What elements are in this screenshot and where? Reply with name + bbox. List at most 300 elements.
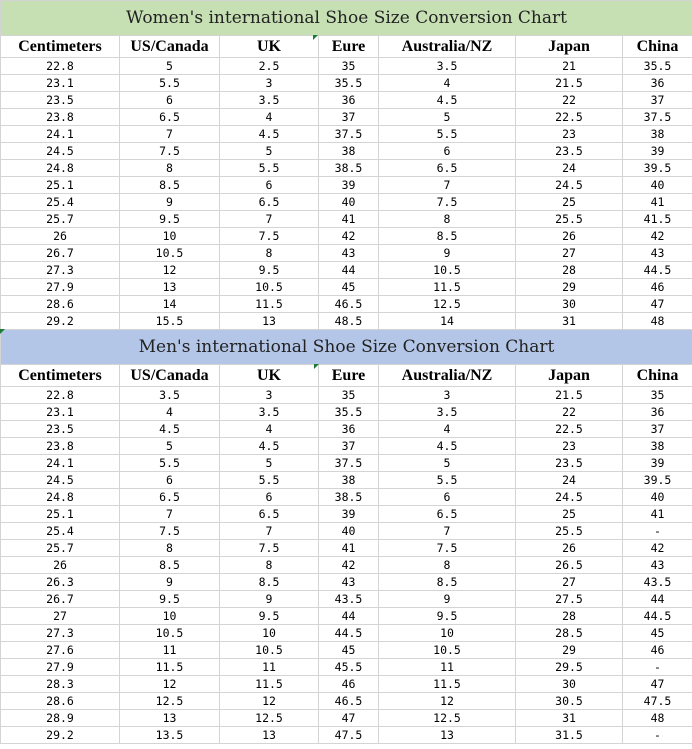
men-table-cell[interactable]: 9.5: [120, 591, 220, 608]
men-table-cell[interactable]: 24: [516, 472, 623, 489]
women-table-cell[interactable]: 27: [516, 245, 623, 262]
men-table-cell[interactable]: 7.5: [120, 523, 220, 540]
women-table-cell[interactable]: 37: [319, 109, 379, 126]
men-table-cell[interactable]: 11: [220, 659, 319, 676]
women-table-cell[interactable]: 25.7: [1, 211, 120, 228]
women-table-cell[interactable]: 30: [516, 296, 623, 313]
women-table-cell[interactable]: 25.5: [516, 211, 623, 228]
men-header-cell[interactable]: Australia/NZ: [379, 365, 516, 387]
men-table-row: [1, 727, 692, 744]
women-table-cell[interactable]: 38.5: [319, 160, 379, 177]
men-table-cell[interactable]: 5: [379, 455, 516, 472]
men-table-cell[interactable]: 7.5: [220, 540, 319, 557]
women-table-cell[interactable]: 10: [120, 228, 220, 245]
men-table-cell[interactable]: 7: [379, 523, 516, 540]
men-table-cell[interactable]: 31.5: [516, 727, 623, 744]
women-table-cell[interactable]: 36: [623, 75, 692, 92]
men-table-cell[interactable]: 48: [623, 710, 692, 727]
men-table-cell[interactable]: 11.5: [120, 659, 220, 676]
women-table-cell[interactable]: 47: [623, 296, 692, 313]
women-table-cell[interactable]: 24.5: [516, 177, 623, 194]
men-table-cell[interactable]: 13: [379, 727, 516, 744]
men-table-cell[interactable]: -: [623, 727, 692, 744]
men-table-row: [1, 387, 692, 404]
men-table-cell[interactable]: 43: [319, 574, 379, 591]
women-table-cell[interactable]: 27.9: [1, 279, 120, 296]
men-table-cell[interactable]: 27: [1, 608, 120, 625]
women-table-cell[interactable]: 3: [220, 75, 319, 92]
women-header-cell[interactable]: China: [623, 36, 692, 58]
women-table-cell[interactable]: 5.5: [220, 160, 319, 177]
men-table-cell[interactable]: 36: [319, 421, 379, 438]
women-table-cell[interactable]: 4.5: [379, 92, 516, 109]
men-table-row: [1, 693, 692, 710]
women-table-cell[interactable]: 21.5: [516, 75, 623, 92]
men-table-cell[interactable]: 13.5: [120, 727, 220, 744]
men-table-cell[interactable]: 4: [220, 421, 319, 438]
men-table-cell[interactable]: 37.5: [319, 455, 379, 472]
men-table-cell[interactable]: 41: [319, 540, 379, 557]
women-table-cell[interactable]: 25: [516, 194, 623, 211]
women-table-cell[interactable]: 6: [220, 177, 319, 194]
men-table-cell[interactable]: 12.5: [120, 693, 220, 710]
women-table-cell[interactable]: 14: [120, 296, 220, 313]
men-table-cell[interactable]: -: [623, 659, 692, 676]
men-table-cell[interactable]: 3.5: [220, 404, 319, 421]
women-table-cell[interactable]: 8: [120, 160, 220, 177]
women-table-row: [1, 177, 692, 194]
women-table-cell[interactable]: 46.5: [319, 296, 379, 313]
women-header-cell[interactable]: Japan: [516, 36, 623, 58]
men-table-cell[interactable]: 38: [319, 472, 379, 489]
men-table-cell[interactable]: 22.8: [1, 387, 120, 404]
women-table-cell[interactable]: 42: [319, 228, 379, 245]
men-table-cell[interactable]: 46.5: [319, 693, 379, 710]
women-table-cell[interactable]: 22.8: [1, 58, 120, 75]
men-table-cell[interactable]: 39.5: [623, 472, 692, 489]
men-table-cell[interactable]: 10.5: [379, 642, 516, 659]
women-table-cell[interactable]: 7: [220, 211, 319, 228]
men-table-cell[interactable]: 4: [379, 421, 516, 438]
women-table-cell[interactable]: 26: [1, 228, 120, 245]
men-table-cell[interactable]: 9: [379, 591, 516, 608]
men-table-cell[interactable]: 4.5: [379, 438, 516, 455]
women-table-cell[interactable]: 22: [516, 92, 623, 109]
men-table-cell[interactable]: 5.5: [379, 472, 516, 489]
men-table-cell[interactable]: 45: [623, 625, 692, 642]
men-header-cell[interactable]: US/Canada: [120, 365, 220, 387]
women-table-cell[interactable]: 5.5: [120, 75, 220, 92]
men-table-cell[interactable]: 26.7: [1, 591, 120, 608]
men-header-cell[interactable]: Japan: [516, 365, 623, 387]
men-table-cell[interactable]: 3: [220, 387, 319, 404]
men-header-cell[interactable]: Eure: [319, 365, 379, 387]
women-table-cell[interactable]: 36: [319, 92, 379, 109]
men-table-cell[interactable]: 28.3: [1, 676, 120, 693]
women-table-cell[interactable]: 28.6: [1, 296, 120, 313]
women-table-cell[interactable]: 25.4: [1, 194, 120, 211]
men-table-cell[interactable]: 46: [623, 642, 692, 659]
women-table-cell[interactable]: 35: [319, 58, 379, 75]
men-table-cell[interactable]: 24.1: [1, 455, 120, 472]
men-table-cell[interactable]: 12: [379, 693, 516, 710]
men-table-cell[interactable]: 13: [220, 727, 319, 744]
men-table-cell[interactable]: 29.5: [516, 659, 623, 676]
men-table-cell[interactable]: 30: [516, 676, 623, 693]
men-header-cell[interactable]: Centimeters: [1, 365, 120, 387]
men-table-cell[interactable]: 5.5: [220, 472, 319, 489]
men-table-cell[interactable]: 10.5: [220, 642, 319, 659]
men-table-cell[interactable]: 41: [623, 506, 692, 523]
women-table-cell[interactable]: 24.5: [1, 143, 120, 160]
women-table-cell[interactable]: 10.5: [379, 262, 516, 279]
women-table-cell[interactable]: 24.1: [1, 126, 120, 143]
men-table-cell[interactable]: 3: [379, 387, 516, 404]
women-table-cell[interactable]: 9: [120, 194, 220, 211]
men-section: [1, 330, 692, 744]
men-table-cell[interactable]: 31: [516, 710, 623, 727]
women-table-cell[interactable]: 7.5: [379, 194, 516, 211]
women-table-cell[interactable]: 10.5: [120, 245, 220, 262]
women-table-cell[interactable]: 11.5: [379, 279, 516, 296]
women-table-row: [1, 58, 692, 75]
men-table-cell[interactable]: 11.5: [220, 676, 319, 693]
women-table-cell[interactable]: 29.2: [1, 313, 120, 330]
men-table-row: [1, 625, 692, 642]
men-table-cell[interactable]: 27: [516, 574, 623, 591]
women-table-row: [1, 143, 692, 160]
men-table-cell[interactable]: 23.8: [1, 438, 120, 455]
women-table-cell[interactable]: 48.5: [319, 313, 379, 330]
men-table-cell[interactable]: 22: [516, 404, 623, 421]
women-table-row: [1, 126, 692, 143]
women-table-cell[interactable]: 9.5: [220, 262, 319, 279]
women-table-cell[interactable]: 43: [623, 245, 692, 262]
men-table-row: [1, 404, 692, 421]
men-table-cell[interactable]: 11: [120, 642, 220, 659]
men-table-cell[interactable]: 28.9: [1, 710, 120, 727]
women-table-cell[interactable]: 35.5: [623, 58, 692, 75]
men-table-row: [1, 523, 692, 540]
women-table-cell[interactable]: 23.1: [1, 75, 120, 92]
women-table-row: [1, 92, 692, 109]
women-header-cell[interactable]: Australia/NZ: [379, 36, 516, 58]
women-table-cell[interactable]: 6.5: [120, 109, 220, 126]
men-table-cell[interactable]: 47: [319, 710, 379, 727]
women-table-cell[interactable]: 8.5: [379, 228, 516, 245]
men-table-cell[interactable]: 6.5: [120, 489, 220, 506]
women-table-cell[interactable]: 37.5: [319, 126, 379, 143]
men-table-cell[interactable]: 5: [220, 455, 319, 472]
men-table-cell[interactable]: 10: [379, 625, 516, 642]
men-table-cell[interactable]: 38: [623, 438, 692, 455]
men-table-cell[interactable]: 25.1: [1, 506, 120, 523]
men-table-cell[interactable]: 3.5: [379, 404, 516, 421]
men-table-cell[interactable]: 8.5: [120, 557, 220, 574]
women-table-cell[interactable]: 41: [623, 194, 692, 211]
women-table-cell[interactable]: 12.5: [379, 296, 516, 313]
men-table-row: [1, 574, 692, 591]
women-table-cell[interactable]: 2.5: [220, 58, 319, 75]
men-table-cell[interactable]: 44: [319, 608, 379, 625]
women-table-cell[interactable]: 48: [623, 313, 692, 330]
men-table-row: [1, 489, 692, 506]
men-table-cell[interactable]: 26.5: [516, 557, 623, 574]
men-header-cell[interactable]: UK: [220, 365, 319, 387]
women-table-cell[interactable]: 24: [516, 160, 623, 177]
women-table-cell[interactable]: 9: [379, 245, 516, 262]
women-table-cell[interactable]: 7.5: [120, 143, 220, 160]
women-table-cell[interactable]: 5: [379, 109, 516, 126]
women-table-row: [1, 160, 692, 177]
women-table-cell[interactable]: 42: [623, 228, 692, 245]
women-table-cell[interactable]: 8.5: [120, 177, 220, 194]
women-table-cell[interactable]: 5.5: [379, 126, 516, 143]
women-table-cell[interactable]: 37.5: [623, 109, 692, 126]
men-table-cell[interactable]: 4.5: [220, 438, 319, 455]
women-table-cell[interactable]: 14: [379, 313, 516, 330]
women-table-cell[interactable]: 26.7: [1, 245, 120, 262]
women-table-cell[interactable]: 39: [623, 143, 692, 160]
men-table-cell[interactable]: 23.5: [516, 455, 623, 472]
men-table-cell[interactable]: 29.2: [1, 727, 120, 744]
men-table-cell[interactable]: 43.5: [623, 574, 692, 591]
women-table-cell[interactable]: 4: [220, 109, 319, 126]
men-table-cell[interactable]: 27.6: [1, 642, 120, 659]
men-table-cell[interactable]: 37: [623, 421, 692, 438]
men-table-cell[interactable]: 9: [120, 574, 220, 591]
men-table-cell[interactable]: 47.5: [623, 693, 692, 710]
men-table-cell[interactable]: 10: [120, 608, 220, 625]
men-table-cell[interactable]: 12: [120, 676, 220, 693]
men-table-cell[interactable]: 6: [379, 489, 516, 506]
women-table-cell[interactable]: 22.5: [516, 109, 623, 126]
women-table-cell[interactable]: 31: [516, 313, 623, 330]
women-table-cell[interactable]: 7: [379, 177, 516, 194]
men-table-cell[interactable]: 35: [623, 387, 692, 404]
women-table-cell[interactable]: 6.5: [379, 160, 516, 177]
women-table-cell[interactable]: 35.5: [319, 75, 379, 92]
men-table-cell[interactable]: 43: [623, 557, 692, 574]
women-table-cell[interactable]: 43: [319, 245, 379, 262]
women-table-cell[interactable]: 41.5: [623, 211, 692, 228]
men-table-row: [1, 455, 692, 472]
men-table-cell[interactable]: 38.5: [319, 489, 379, 506]
men-table-cell[interactable]: 37: [319, 438, 379, 455]
men-table-cell[interactable]: 24.5: [516, 489, 623, 506]
women-table-cell[interactable]: 40: [623, 177, 692, 194]
men-table-cell[interactable]: 44.5: [623, 608, 692, 625]
women-table-cell[interactable]: 38: [319, 143, 379, 160]
men-table-row: [1, 438, 692, 455]
men-table-row: [1, 608, 692, 625]
women-table-cell[interactable]: 6.5: [220, 194, 319, 211]
men-table-cell[interactable]: 13: [120, 710, 220, 727]
men-table-cell[interactable]: 6.5: [379, 506, 516, 523]
men-table-cell[interactable]: 46: [319, 676, 379, 693]
men-table-cell[interactable]: 8.5: [379, 574, 516, 591]
women-table-cell[interactable]: 7: [120, 126, 220, 143]
men-table-cell[interactable]: 26: [1, 557, 120, 574]
women-table-cell[interactable]: 29: [516, 279, 623, 296]
men-table-cell[interactable]: 12: [220, 693, 319, 710]
women-table-cell[interactable]: 23: [516, 126, 623, 143]
men-table-cell[interactable]: 25: [516, 506, 623, 523]
men-table-cell[interactable]: 23.1: [1, 404, 120, 421]
men-table-cell[interactable]: 12.5: [220, 710, 319, 727]
men-table-cell[interactable]: 5: [120, 438, 220, 455]
women-header-row: [1, 36, 692, 58]
men-table-cell[interactable]: 21.5: [516, 387, 623, 404]
men-table-cell[interactable]: 8: [379, 557, 516, 574]
men-table-cell[interactable]: 28.6: [1, 693, 120, 710]
women-table-cell[interactable]: 21: [516, 58, 623, 75]
women-table-cell[interactable]: 7.5: [220, 228, 319, 245]
men-table-cell[interactable]: 26: [516, 540, 623, 557]
men-table-cell[interactable]: 35.5: [319, 404, 379, 421]
women-table-cell[interactable]: 3.5: [379, 58, 516, 75]
women-table-cell[interactable]: 27.3: [1, 262, 120, 279]
women-table-cell[interactable]: 39: [319, 177, 379, 194]
men-table-cell[interactable]: 40: [319, 523, 379, 540]
men-table-cell[interactable]: 44.5: [319, 625, 379, 642]
women-table-cell[interactable]: 5: [220, 143, 319, 160]
men-table-cell[interactable]: 6: [120, 472, 220, 489]
men-table-cell[interactable]: 25.7: [1, 540, 120, 557]
women-table-cell[interactable]: 4.5: [220, 126, 319, 143]
men-table-cell[interactable]: 29: [516, 642, 623, 659]
women-chart-title[interactable]: Women's international Shoe Size Conversion Chart: [1, 1, 692, 36]
women-header-cell[interactable]: Centimeters: [1, 36, 120, 58]
men-table-cell[interactable]: 24.5: [1, 472, 120, 489]
women-table-cell[interactable]: 9.5: [120, 211, 220, 228]
men-table-cell[interactable]: 39: [623, 455, 692, 472]
women-table-cell[interactable]: 13: [120, 279, 220, 296]
men-table-row: [1, 472, 692, 489]
men-table-cell[interactable]: 24.8: [1, 489, 120, 506]
men-table-cell[interactable]: 9.5: [379, 608, 516, 625]
women-table-cell[interactable]: 45: [319, 279, 379, 296]
men-table-cell[interactable]: 23: [516, 438, 623, 455]
men-table-cell[interactable]: 4.5: [120, 421, 220, 438]
men-table-cell[interactable]: 7: [120, 506, 220, 523]
men-table-cell[interactable]: 6.5: [220, 506, 319, 523]
women-table-cell[interactable]: 46: [623, 279, 692, 296]
men-table-cell[interactable]: 39: [319, 506, 379, 523]
women-table-cell[interactable]: 5: [120, 58, 220, 75]
men-table-cell[interactable]: 10: [220, 625, 319, 642]
men-table-cell[interactable]: 11: [379, 659, 516, 676]
men-table-cell[interactable]: 27.5: [516, 591, 623, 608]
women-table-cell[interactable]: 40: [319, 194, 379, 211]
women-table-cell[interactable]: 37: [623, 92, 692, 109]
men-table-cell[interactable]: 22.5: [516, 421, 623, 438]
men-table-cell[interactable]: -: [623, 523, 692, 540]
men-table-cell[interactable]: 45.5: [319, 659, 379, 676]
women-table-cell[interactable]: 6: [379, 143, 516, 160]
men-table-cell[interactable]: 42: [319, 557, 379, 574]
men-table-cell[interactable]: 25.5: [516, 523, 623, 540]
men-table-cell[interactable]: 30.5: [516, 693, 623, 710]
men-table-cell[interactable]: 40: [623, 489, 692, 506]
women-table-cell[interactable]: 24.8: [1, 160, 120, 177]
women-table-cell[interactable]: 38: [623, 126, 692, 143]
men-table-cell[interactable]: 12.5: [379, 710, 516, 727]
women-table-cell[interactable]: 13: [220, 313, 319, 330]
women-header-cell[interactable]: UK: [220, 36, 319, 58]
men-table-cell[interactable]: 7: [220, 523, 319, 540]
women-table-cell[interactable]: 23.8: [1, 109, 120, 126]
men-table-cell[interactable]: 44: [623, 591, 692, 608]
women-header-cell[interactable]: Eure: [319, 36, 379, 58]
women-table-cell[interactable]: 44.5: [623, 262, 692, 279]
women-table-cell[interactable]: 41: [319, 211, 379, 228]
women-table-cell[interactable]: 6: [120, 92, 220, 109]
men-table-cell[interactable]: 4: [120, 404, 220, 421]
men-table-cell[interactable]: 26.3: [1, 574, 120, 591]
women-table-cell[interactable]: 26: [516, 228, 623, 245]
men-table-cell[interactable]: 7.5: [379, 540, 516, 557]
women-table-cell[interactable]: 15.5: [120, 313, 220, 330]
women-table-cell[interactable]: 44: [319, 262, 379, 279]
men-header-cell[interactable]: China: [623, 365, 692, 387]
women-table-cell[interactable]: 23.5: [1, 92, 120, 109]
men-table-row: [1, 540, 692, 557]
men-chart-title[interactable]: Men's international Shoe Size Conversion Chart: [1, 330, 692, 365]
men-table-cell[interactable]: 47.5: [319, 727, 379, 744]
men-table-cell[interactable]: 8: [120, 540, 220, 557]
women-table-cell[interactable]: 28: [516, 262, 623, 279]
women-table-cell[interactable]: 10.5: [220, 279, 319, 296]
men-table-cell[interactable]: 10.5: [120, 625, 220, 642]
men-table-row: [1, 421, 692, 438]
men-table-cell[interactable]: 9: [220, 591, 319, 608]
men-table-row: [1, 676, 692, 693]
men-table-cell[interactable]: 27.9: [1, 659, 120, 676]
men-table-cell[interactable]: 3.5: [120, 387, 220, 404]
men-table-cell[interactable]: 28.5: [516, 625, 623, 642]
men-table-cell[interactable]: 5.5: [120, 455, 220, 472]
men-table-cell[interactable]: 9.5: [220, 608, 319, 625]
men-table-cell[interactable]: 47: [623, 676, 692, 693]
women-table-cell[interactable]: 11.5: [220, 296, 319, 313]
men-table-cell[interactable]: 43.5: [319, 591, 379, 608]
men-table-cell[interactable]: 36: [623, 404, 692, 421]
men-table-cell[interactable]: 42: [623, 540, 692, 557]
men-table-cell[interactable]: 8.5: [220, 574, 319, 591]
women-table-cell[interactable]: 8: [220, 245, 319, 262]
women-table-cell[interactable]: 3.5: [220, 92, 319, 109]
women-table-cell[interactable]: 25.1: [1, 177, 120, 194]
women-table-cell[interactable]: 23.5: [516, 143, 623, 160]
men-table-cell[interactable]: 8: [220, 557, 319, 574]
men-table-cell[interactable]: 27.3: [1, 625, 120, 642]
men-table-cell[interactable]: 6: [220, 489, 319, 506]
women-section: [1, 1, 692, 330]
women-header-cell[interactable]: US/Canada: [120, 36, 220, 58]
men-table-cell[interactable]: 23.5: [1, 421, 120, 438]
men-table-cell[interactable]: 45: [319, 642, 379, 659]
men-table-cell[interactable]: 35: [319, 387, 379, 404]
women-table-cell[interactable]: 4: [379, 75, 516, 92]
women-table-row: [1, 279, 692, 296]
men-table-cell[interactable]: 11.5: [379, 676, 516, 693]
women-table-cell[interactable]: 12: [120, 262, 220, 279]
men-table-cell[interactable]: 25.4: [1, 523, 120, 540]
women-table-cell[interactable]: 8: [379, 211, 516, 228]
men-table-cell[interactable]: 28: [516, 608, 623, 625]
women-table-cell[interactable]: 39.5: [623, 160, 692, 177]
